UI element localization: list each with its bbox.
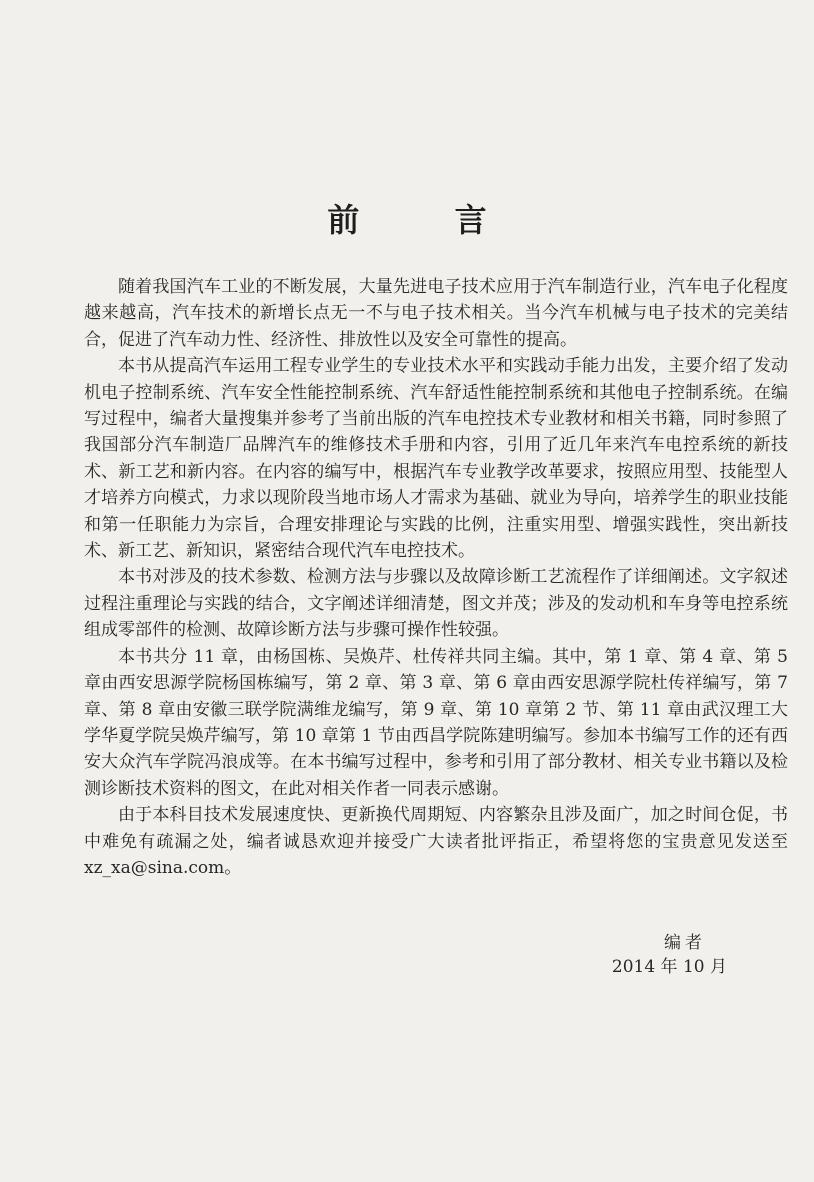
page-title: 前 言: [327, 201, 529, 239]
preface-body: [84, 274, 788, 881]
paragraph-1: 随着我国汽车工业的不断发展，大量先进电子技术应用于汽车制造行业，汽车电子化程度越来越高，汽车技术的新增长点无一不与电子技术相关。当今汽车机械与电子技术的完美结合，促进了汽车动力性、经济性、排放性以及安全可靠性的提高。: [84, 277, 788, 350]
paragraph-5: 由于本科目技术发展速度快、更新换代周期短、内容繁杂且涉及面广，加之时间仓促，书中难免有疏漏之处，编者诚恳欢迎并接受广大读者批评指正，希望将您的宝贵意见发送至 xz_xa@sina.com。: [84, 805, 788, 878]
signature-author: 编者: [664, 933, 706, 953]
signature-date: 2014 年 10 月: [611, 957, 727, 977]
paragraph-2: 本书从提高汽车运用工程专业学生的专业技术水平和实践动手能力出发，主要介绍了发动机电子控制系统、汽车安全性能控制系统、汽车舒适性能控制系统和其他电子控制系统。在编写过程中，编者大量搜集并参考了当前出版的汽车电控技术专业教材和相关书籍，同时参照了我国部分汽车制造厂品牌汽车的维修技术手册和内容，引用了近几年来汽车电控系统的新技术、新工艺和新内容。在内容的编写中，根据汽车专业教学改革要求，按照应用型、技能型人才培养方向模式，力求以现阶段当地市场人才需求为基础、就业为导向，培养学生的职业技能和第一任职能力为宗旨，合理安排理论与实践的比例，注重实用型、增强实践性，突出新技术、新工艺、新知识，紧密结合现代汽车电控技术。: [84, 356, 788, 562]
paragraph-4: 本书共分 11 章，由杨国栋、吴焕芹、杜传祥共同主编。其中，第 1 章、第 4 章、第 5 章由西安思源学院杨国栋编写，第 2 章、第 3 章、第 6 章由西安思源学院杜传祥编写，第 7 章、第 8 章由安徽三联学院满维龙编写，第 9 章、第 10 章第 2 节、第 11 章由武汉理工大学华夏学院吴焕芹编写，第 10 章第 1 节由西昌学院陈建明编写。参加本书编写工作的还有西安大众汽车学院冯浪成等。在本书编写过程中，参考和引用了部分教材、相关专业书籍以及检测诊断技术资料的图文，在此对相关作者一同表示感谢。: [84, 646, 788, 799]
paragraph-3: 本书对涉及的技术参数、检测方法与步骤以及故障诊断工艺流程作了详细阐述。文字叙述过程注重理论与实践的结合，文字阐述详细清楚，图文并茂；涉及的发动机和车身等电控系统组成零部件的检测、故障诊断方法与步骤可操作性较强。: [84, 567, 788, 641]
